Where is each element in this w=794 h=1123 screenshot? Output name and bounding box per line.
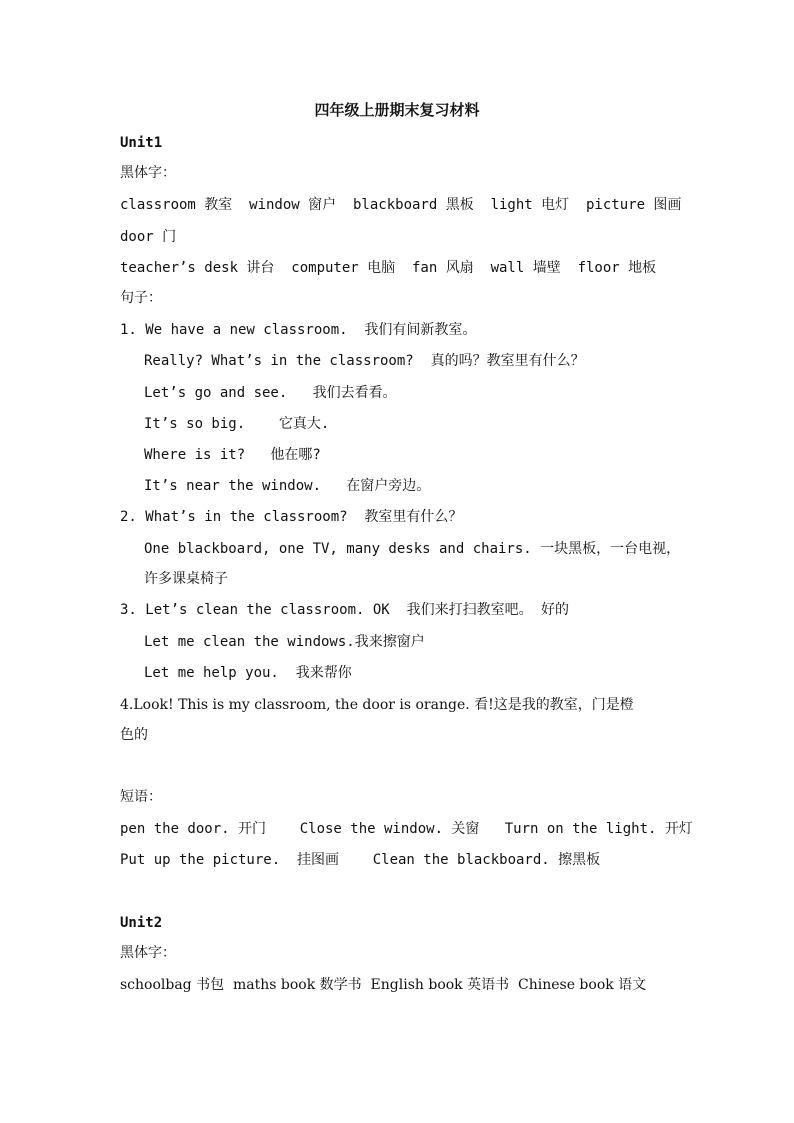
- sentence-line: Let me clean the windows.我来擦窗户: [144, 634, 425, 650]
- unit1-heading: Unit1: [120, 135, 163, 151]
- sentence-line: Let’s go and see. 我们去看看。: [144, 385, 397, 401]
- sentence-line: 1. We have a new classroom. 我们有间新教室。: [120, 322, 477, 338]
- sentence-line: 3. Let’s clean the classroom. OK 我们来打扫教室吧。 好的: [120, 602, 570, 618]
- phrase-line-1: pen the door. 开门 Close the window. 关窗 Turn on the light. 开灯: [120, 821, 693, 837]
- unit1-vocab-line-2: door 门: [120, 229, 177, 245]
- sentence-line: 4.Look! This is my classroom, the door is orange. 看!这是我的教室，门是橙: [120, 697, 634, 713]
- unit1-sentences-label: 句子：: [120, 290, 162, 306]
- sentence-line: 色的: [120, 727, 148, 743]
- sentence-line: It’s near the window. 在窗户旁边。: [144, 478, 431, 494]
- sentence-line: Where is it? 他在哪?: [144, 447, 321, 463]
- sentence-line: One blackboard, one TV, many desks and chairs. 一块黑板，一台电视，: [144, 541, 681, 557]
- sentence-line: Let me help you. 我来帮你: [144, 665, 352, 681]
- sentence-line: 2. What’s in the classroom? 教室里有什么？: [120, 509, 463, 525]
- unit1-vocab-line-3: teacher’s desk 讲台 computer 电脑 fan 风扇 wall 墙壁 floor 地板: [120, 260, 657, 276]
- sentence-line: Really? What’s in the classroom? 真的吗？教室里有什么？: [144, 353, 585, 369]
- unit2-vocab-line-1: schoolbag 书包 maths book 数学书 English book 英语书 Chinese book 语文: [120, 977, 647, 993]
- unit1-bold-words-label: 黑体字：: [120, 165, 176, 181]
- sentence-line: It’s so big. 它真大.: [144, 416, 330, 432]
- page-title: 四年级上册期末复习材料: [314, 101, 480, 119]
- phrase-line-2: Put up the picture. 挂图画 Clean the blackboard. 擦黑板: [120, 852, 601, 868]
- unit2-heading: Unit2: [120, 915, 163, 931]
- sentence-line: 许多课桌椅子: [144, 571, 228, 587]
- unit1-phrases-label: 短语：: [120, 789, 162, 805]
- unit1-vocab-line-1: classroom 教室 window 窗户 blackboard 黑板 light 电灯 picture 图画: [120, 197, 682, 213]
- unit2-bold-words-label: 黑体字：: [120, 945, 176, 961]
